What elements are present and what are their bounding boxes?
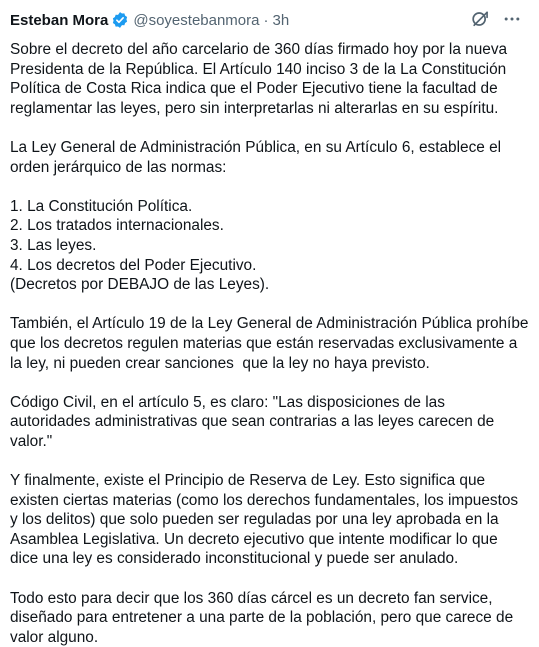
list-item: (Decretos por DEBAJO de las Leyes). (10, 276, 270, 294)
tweet-paragraph-1: Sobre el decreto del año carcelario de 360 días firmado hoy por la nueva Presidenta de la República. El Artículo 140 inciso 3 de la La Constitución Política de Costa Rica indica que el Poder Ejecutivo tiene la facultad de reglamentar las leyes, pero sin interpretarlas ni alterarlas en su espíritu. (10, 41, 512, 117)
separator-dot: · (263, 11, 269, 29)
more-options-icon[interactable] (501, 8, 523, 30)
tweet-paragraph-5: Y finalmente, existe el Principio de Reserva de Ley. Esto significa que existen ciertas materias (como los derechos fundamentales, los impuestos y los delitos) que solo pueden ser reguladas por una ley aprobada en la Asamblea Legislativa. Un decreto ejecutivo que intente modificar lo que dice una ley es considerado inconstitucional y puede ser anulado. (10, 472, 523, 568)
list-item: 1. La Constitución Política. (10, 197, 193, 215)
tweet-header (10, 8, 529, 32)
timestamp[interactable]: 3h (272, 11, 290, 29)
list-item: 4. Los decretos del Poder Ejecutivo. (10, 256, 257, 274)
grok-icon[interactable] (469, 8, 491, 30)
list-item: 2. Los tratados internacionales. (10, 217, 224, 235)
author-name[interactable]: Esteban Mora (10, 11, 109, 29)
verified-badge-icon (111, 11, 129, 29)
author-handle[interactable]: @soyestebanmora (133, 11, 260, 29)
tweet-paragraph-4: Código Civil, en el artículo 5, es claro: "Las disposiciones de las autoridades administrativas que sean contrarias a las leyes carecen de valor." (10, 393, 499, 450)
header-actions (469, 8, 523, 30)
hierarchy-list (10, 197, 529, 295)
tweet-body (10, 40, 533, 647)
list-item: 3. Las leyes. (10, 236, 97, 254)
tweet-paragraph-3: También, el Artículo 19 de la Ley General de Administración Pública prohíbe que los decretos regulen materias que están reservadas exclusivamente a la ley, ni pueden crear sanciones que la ley no haya previsto. (10, 315, 533, 372)
tweet-paragraph-6: Todo esto para decir que los 360 días cárcel es un decreto fan service, diseñado para entretener a una parte de la población, pero que carece de valor alguno. (10, 589, 518, 646)
tweet-paragraph-2: La Ley General de Administración Pública, en su Artículo 6, establece el orden jerárquico de las normas: (10, 138, 506, 176)
